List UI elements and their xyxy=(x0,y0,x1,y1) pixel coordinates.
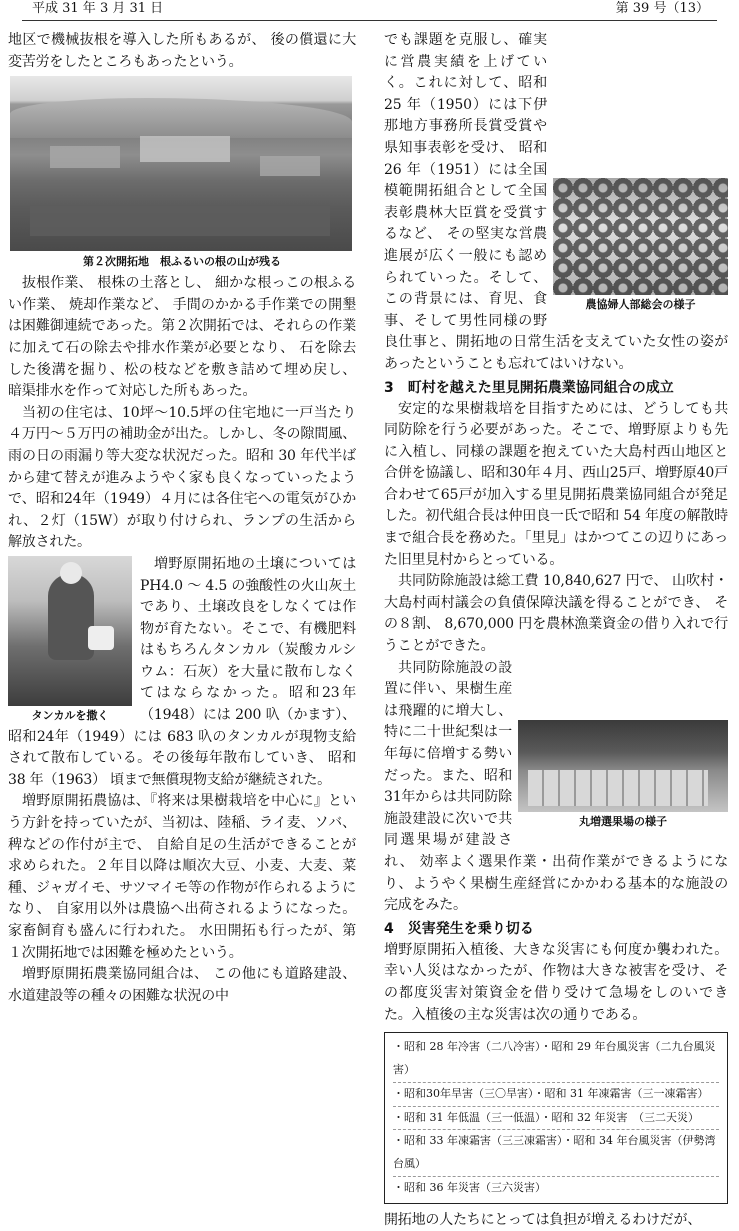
issue-date: 平成 31 年 3 月 31 日 xyxy=(32,1,164,16)
paragraph: 増野原開拓地の土壌については PH4.0 ～ 4.5 の強酸性の火山灰土であり、土壌改良をしなくては作物が育たない。そこで、有機肥料はもちろんタンカル（炭酸カルシウム：石灰）を大量に散布しなくてはならなかった。昭和23年（1948）には 200 叺（かます）、昭和24年（1949）には 683 叺のタンカルが現物支給されて散布している。その後毎年散布していき、 昭和 38 年（1963） 頃まで無償現物支給が継続された。 xyxy=(8,555,356,788)
paragraph: 開拓地の人たちにとっては負担が増えるわけだが、 xyxy=(384,1211,702,1228)
disaster-list-box xyxy=(384,1032,728,1204)
list-item: ・昭和 33 年凍霜害（三三凍霜害）・昭和 34 年台風災害（伊勢湾台風） xyxy=(393,1130,719,1177)
section-heading: 4 災害発生を乗り切る xyxy=(384,920,534,937)
issue-number: 第 39 号（13） xyxy=(615,1,709,16)
list-item: ・昭和30年旱害（三〇旱害）・昭和 31 年凍霜害（三一凍霜害） xyxy=(393,1083,719,1107)
paragraph: 増野原開拓農業協同組合は、 この他にも道路建設、 水道建設等の種々の困難な状況の中 xyxy=(8,966,356,1004)
photo-caption: 農協婦人部総会の様子 xyxy=(585,298,696,311)
photo-caption: 丸増選果場の様子 xyxy=(579,814,667,828)
photo-caption: タンカルを撒く xyxy=(31,708,109,722)
photo-figure-market xyxy=(518,720,728,829)
paragraph: 増野原開拓入植後、大きな災害にも何度か襲われた。幸い人災はなかったが、作物は大きな被害を受け、その都度災害対策資金を借り受けて急場をしのいできた。入植後の主な災害は次の通りである。 xyxy=(384,941,728,1023)
paragraph: 当初の住宅は、10坪～10.5坪の住宅地に一戸当たり４万円～５万円の補助金が出た。しかし、冬の隙間風、雨の日の雨漏り等大変な状況だった。昭和 30 年代半ばから建て替えが進みようやく家も良くなっていったようで、昭和24年（1949）４月には各住宅への電気がひかれ、２灯（15W）が取り付けられ、ランプの生活から解放された。 xyxy=(8,404,356,551)
photo-spreading-lime xyxy=(8,556,132,706)
photo-womens-meeting xyxy=(553,178,728,295)
paragraph: 共同防除施設は総工費 10,840,627 円で、 山吹村・大島村両村議会の負債保障決議を得ることができ、 その８割、 8,670,000 円を農林漁業資金の借り入れで行うことができた。 xyxy=(384,573,728,655)
paragraph: 共同防除施設の設置に伴い、果樹生産は飛躍的に増大し、特に二十世紀梨は一年毎に倍増する勢いだった。また、昭和31年からは共同防除施設建設に次いで共同選果場が建設され、 効率よく選果作業・出荷作業ができるようになり、ようやく果樹生産経営にかかわる基本的な施設の完成をみた。 xyxy=(384,659,728,914)
photo-sorting-facility xyxy=(518,720,728,812)
paragraph: 地区で機械抜根を導入した所もあるが、 後の償還に大変苦労をしたところもあったという。 xyxy=(8,32,356,70)
photo-land-clearing xyxy=(10,76,352,251)
photo-figure-tankaru xyxy=(8,554,132,723)
paragraph: でも課題を克服し、確実に営農実績を上げていく。これに対して、昭和 25 年（1950）には下伊那地方事務所長賞受賞や県知事表彰を受け、 昭和 26 年（1951）には全国模範開拓組合として全国表彰農林大臣賞を受賞するなど、 その堅実な営農進展が広く一般にも認められていった。そして、この背景には、育児、食事、そして男性同様の野良仕事と、開拓地の日常生活を支えていた女性の姿があったということも忘れてはいけない。 xyxy=(384,32,728,372)
paragraph: 増野原開拓農協は、『将来は果樹栽培を中心に』という方針を持っていたが、当初は、陸稲、ライ麦、ソバ、稗などの作付が主で、 自給自足の生活ができることが求められた。２年目以降は順次大豆、小麦、大麦、菜種、ジャガイモ、サツマイモ等の作物が作られるようになり、 自家用以外は農協へ出荷されるようになった。 家畜飼育も盛んに行われた。 水田開拓も行ったが、第１次開拓地では困難を極めたという。 xyxy=(8,793,356,961)
left-column xyxy=(8,30,356,1007)
page-header xyxy=(22,0,717,21)
photo-figure-meeting xyxy=(553,178,728,312)
list-item: ・昭和 31 年低温（三一低温）・昭和 32 年災害 （三二天災） xyxy=(393,1107,719,1131)
photo-caption: 第２次開拓地 根ふるいの根の山が残る xyxy=(83,255,281,269)
right-column xyxy=(384,30,728,1231)
list-item: ・昭和 36 年災害（三六災害） xyxy=(393,1180,546,1194)
section-heading: 3 町村を越えた里見開拓農業協同組合の成立 xyxy=(384,379,674,396)
list-item: ・昭和 28 年冷害（二八冷害）・昭和 29 年台風災害（二九台風災害） xyxy=(393,1036,719,1083)
paragraph: 安定的な果樹栽培を目指すためには、どうしても共同防除を行う必要があった。そこで、増野原よりも先に入植し、同様の課題を抱えていた大島村西山地区と合併を協議し、昭和30年４月、西山25戸、増野原40戸合わせて65戸が加入する里見開拓農業協同組合が発足した。初代組合長は仲田良一氏で昭和 54 年度の解散時まで組合長を務めた。「里見」はかつてこの辺りにあった旧里見村からとっている。 xyxy=(384,400,728,568)
paragraph: 抜根作業、 根株の土落とし、 細かな根っこの根ふるい作業、 焼却作業など、 手間のかかる手作業での開墾は困難御連続であった。第２次開拓では、それらの作業に加えて石の除去や排水作業が必要となり、 石を除去した後溝を掘り、松の枝などを敷き詰めて埋め戻し、 暗渠排水を作って対応した所もあった。 xyxy=(8,275,356,400)
